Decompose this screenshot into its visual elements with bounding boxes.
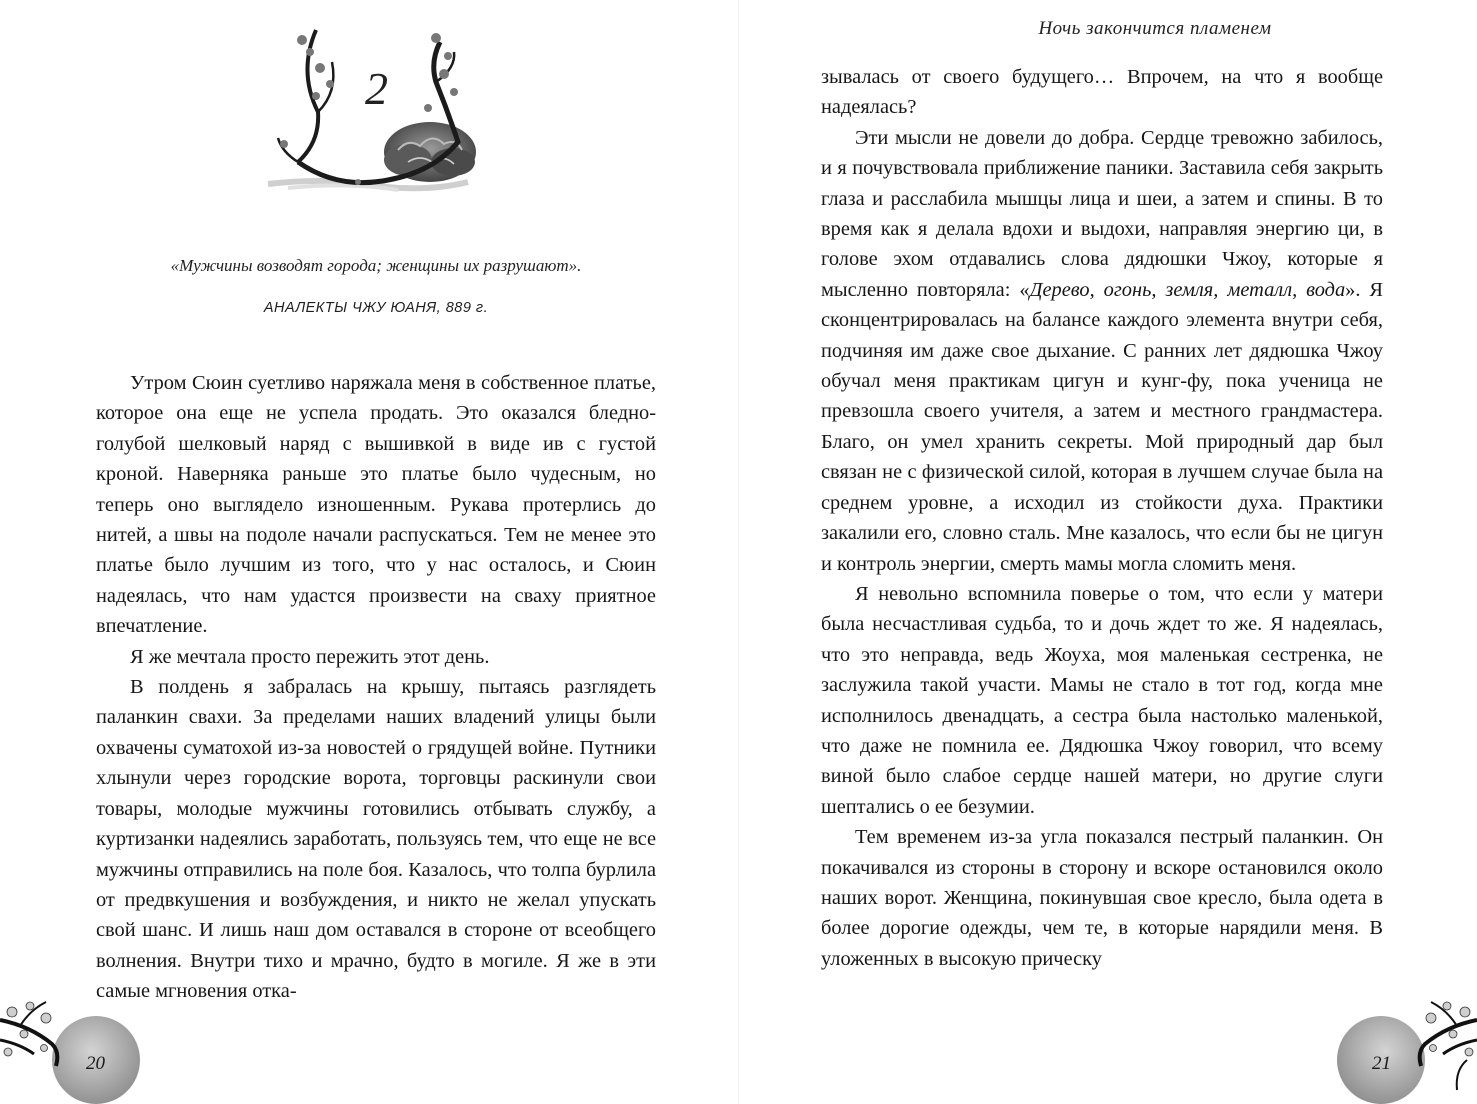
running-head: Ночь закончится пламенем: [1038, 18, 1272, 39]
paragraph: Тем временем из-за угла показался пестрый паланкин. Он покачивался из стороны в сторону и вскоре остановился около наших ворот. Женщина, покинувшая свое кресло, была одета в более дорогие одежды, чем те, в которые нарядили меня. В уложенных в высокую прическу: [821, 826, 1383, 970]
left-body-text: [96, 368, 656, 1007]
chapter-number: 2: [365, 63, 388, 114]
cloud: [384, 122, 476, 182]
right-body-text: [821, 62, 1383, 974]
left-page: [0, 0, 738, 1104]
page-number-ornament-right: [1337, 990, 1477, 1104]
page-number-ornament-left: [0, 990, 140, 1104]
italic-phrase: Дерево, огонь, земля, металл, вода: [1029, 278, 1346, 301]
text-run: Эти мысли не довели до добра. Сердце тревожно забилось, и я почувствовала приближение паники. Заставила себя закрыть глаза и расслабила мышцы лица и шеи, а затем и спины. В то время как я делала вдохи и выдохи, направляя энергию ци, в голове эхом отдавались слова дядюшки Чжоу, которые я мысленно повторяла: «: [821, 126, 1383, 301]
page-number-right: 21: [1372, 1053, 1391, 1074]
epigraph-quote: «Мужчины возводят города; женщины их разрушают».: [170, 256, 582, 275]
paragraph: [821, 123, 1383, 579]
paragraph: Я невольно вспомнила поверье о том, что если у матери была несчастливая судьба, то и дочь ждет то же. Я надеялась, что это неправда, ведь Жоуха, моя маленькая сестренка, не заслужила такой участи. Мамы не стало в тот год, когда мне исполнилось двенадцать, а сестра была настолько маленькой, что даже не помнила ее. Дядюшка Чжоу говорил, что всему виной было слабое сердце нашей матери, но другие слуги шептались о ее безумии.: [821, 582, 1383, 818]
text-run: ». Я сконцентрировалась на балансе каждого элемента внутри себя, подчиняя им даже свое дыхание. С ранних лет дядюшка Чжоу обучал меня практикам цигун и кунг-фу, пока ученица не превзошла своего учителя, а затем и местного грандмастера. Благо, он умел хранить секреты. Мой природный дар был связан не с физической силой, которая в лучшем случае была на среднем уровне, а исходил из стойкости духа. Практики закалили его, словно сталь. Мне казалось, что если бы не цигун и контроль энергии, смерть мамы могла сломить меня.: [821, 278, 1383, 575]
page-number-left: 20: [86, 1053, 105, 1074]
right-page: [739, 0, 1477, 1104]
paragraph: В полдень я забралась на крышу, пытаясь разглядеть паланкин свахи. За пределами наших владений улицы были охвачены суматохой из-за новостей о грядущей войне. Путники хлынули через городские ворота, торговцы раскинули свои товары, молодые мужчины готовились отбывать службу, а куртизанки надеялись заработать, пользуясь тем, что еще не все мужчины отправились на поле боя. Казалось, что толпа бурлила от предвкушения и возбуждения, и никто не желал упускать свой шанс. И лишь наш дом оставался в стороне от всеобщего волнения. Внутри тихо и мрачно, будто в могиле. Я же в эти самые мгновения отка-: [96, 676, 656, 1003]
paragraph: Я же мечтала просто пережить этот день.: [130, 645, 490, 668]
paragraph-continued: зывалась от своего будущего… Впрочем, на что я вообще надеялась?: [821, 66, 1383, 119]
paragraph: Утром Сюин суетливо наряжала меня в собственное платье, которое она еще не успела продать. Это оказался бледно-голубой шелковый наряд с вышивкой в виде ив с густой кроной. Наверняка раньше это платье было чудесным, но теперь оно выглядело изношенным. Рукава протерлись до нитей, а швы на подоле начали распускаться. Тем не менее это платье было лучшим из того, что у нас осталось, и Сюин надеялась, что нам удастся произвести на сваху приятное впечатление.: [96, 372, 656, 638]
epigraph-source: АНАЛЕКТЫ ЧЖУ ЮАНЯ, 889 г.: [263, 300, 489, 316]
